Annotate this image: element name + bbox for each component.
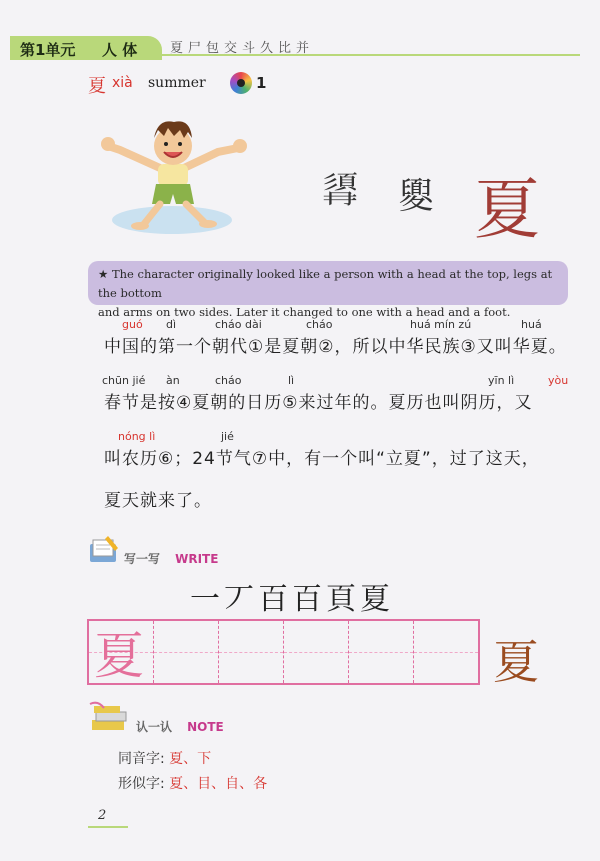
similar-form-row bbox=[118, 773, 267, 793]
pinyin-li: lì bbox=[288, 374, 295, 387]
pinyin-jie: jié bbox=[221, 430, 234, 443]
note-line-2: and arms on two sides. Later it changed to one with a head and a foot. bbox=[98, 305, 511, 319]
pinyin-di: dì bbox=[166, 318, 177, 331]
title-english: summer bbox=[148, 75, 206, 91]
pinyin-hua: huá bbox=[521, 318, 542, 331]
practice-grid bbox=[87, 619, 480, 685]
etymology-note bbox=[88, 261, 568, 319]
calligraphy-character: 夏 bbox=[493, 635, 539, 689]
audio-track-number: 1 bbox=[256, 74, 267, 92]
pinyin-chao-2: cháo bbox=[215, 374, 242, 387]
books-icon bbox=[88, 700, 132, 734]
write-english: WRITE bbox=[175, 552, 219, 566]
passage-line-1: 中国的第一个朝代①是夏朝②，所以中华民族③又叫华夏。 bbox=[104, 337, 567, 357]
oracle-bone-form: 𩒹 bbox=[322, 171, 359, 212]
grid-cell[interactable] bbox=[414, 621, 478, 683]
homophone-row bbox=[118, 748, 211, 768]
pinyin-huaminzu: huá mín zú bbox=[410, 318, 472, 331]
pinyin-chunjie: chūn jié bbox=[102, 374, 146, 387]
pinyin-you: yòu bbox=[548, 374, 569, 387]
pinyin-an: àn bbox=[166, 374, 180, 387]
grid-cell[interactable] bbox=[219, 621, 284, 683]
seal-script-form: 夓 bbox=[398, 176, 435, 217]
similar-form-value: 夏、目、自、各 bbox=[169, 776, 268, 792]
note-section-heading bbox=[136, 716, 256, 735]
modern-form: 夏 bbox=[474, 171, 540, 248]
grid-cell[interactable] bbox=[154, 621, 219, 683]
pinyin-chaodai: cháo dài bbox=[215, 318, 262, 331]
grid-cell[interactable] bbox=[349, 621, 414, 683]
pinyin-nongli: nóng lì bbox=[118, 430, 156, 443]
note-title: 认一认 bbox=[136, 720, 173, 734]
note-english: NOTE bbox=[187, 720, 224, 734]
passage-line-3: 叫农历⑥；24节气⑦中，有一个叫“立夏”，过了这天， bbox=[104, 449, 540, 469]
page-number-rule bbox=[88, 826, 128, 828]
pinyin-yinli: yīn lì bbox=[488, 374, 515, 387]
writing-book-icon bbox=[88, 534, 122, 566]
audio-cd-icon[interactable] bbox=[230, 72, 252, 94]
title-character: 夏 bbox=[88, 76, 106, 97]
passage-line-4: 夏天就来了。 bbox=[104, 491, 212, 511]
homophone-value: 夏、下 bbox=[169, 751, 212, 767]
note-line-1: ★ The character originally looked like a person with a head at the top, legs at the bottom bbox=[98, 267, 553, 300]
stroke-order: 一丆百百頁夏 bbox=[190, 582, 394, 617]
page-number: 2 bbox=[98, 808, 107, 823]
write-section-heading bbox=[124, 548, 244, 567]
practice-model-character: 夏 bbox=[94, 627, 144, 685]
grid-cell[interactable] bbox=[284, 621, 349, 683]
similar-form-label: 形似字: bbox=[118, 776, 165, 792]
unit-topic: 人 体 bbox=[102, 41, 138, 59]
title-pinyin: xià bbox=[112, 75, 133, 91]
unit-tab bbox=[10, 36, 162, 60]
write-title: 写一写 bbox=[124, 552, 161, 566]
homophone-label: 同音字: bbox=[118, 751, 165, 767]
unit-label: 第1单元 bbox=[20, 41, 76, 59]
pinyin-chao: cháo bbox=[306, 318, 333, 331]
unit-character-list: 夏尸包交斗久比并 bbox=[170, 41, 315, 56]
cartoon-boy-illustration bbox=[100, 108, 250, 238]
passage-line-2: 春节是按④夏朝的日历⑤来过年的。夏历也叫阴历，又 bbox=[104, 393, 533, 413]
pinyin-guo: guó bbox=[122, 318, 143, 331]
unit-header bbox=[0, 36, 580, 62]
